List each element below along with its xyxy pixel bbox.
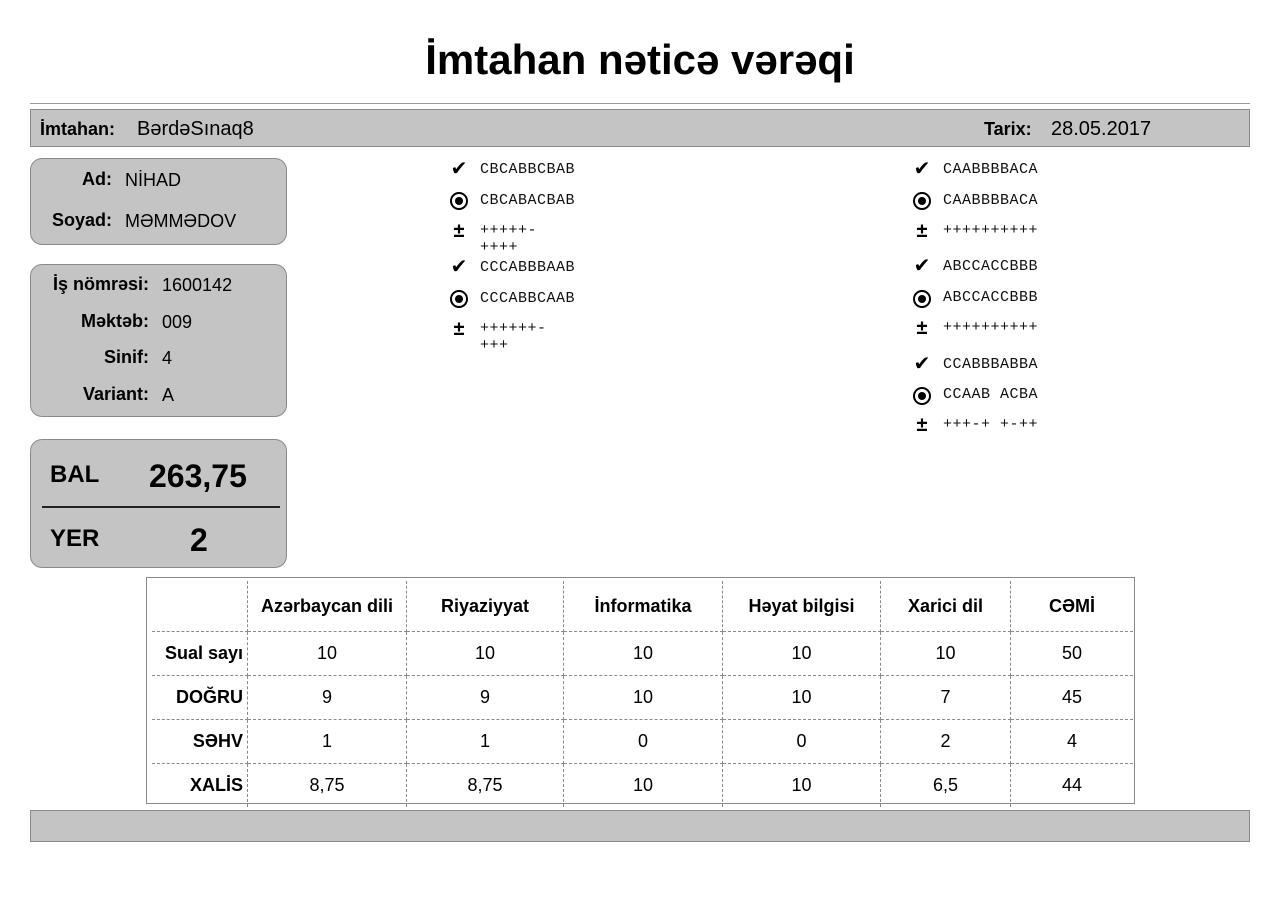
plus-minus-icon: ± [916, 220, 928, 242]
table-cell: 10 [564, 764, 723, 808]
table-cell: 10 [723, 632, 881, 676]
row-label: Sual sayı [152, 632, 248, 676]
answer-key: CCABBBABBA [943, 356, 1039, 373]
answer-marks: +++++-++++ [480, 222, 538, 256]
student-answers: CCCABBCAAB [480, 290, 576, 307]
radio-icon [450, 192, 468, 210]
work-number-value: 1600142 [162, 275, 233, 295]
table-cell: 10 [407, 632, 564, 676]
plus-minus-icon: ± [916, 414, 928, 436]
table-header-cell: Azərbaycan dili [248, 581, 407, 632]
table-cell: 9 [248, 676, 407, 720]
bal-label: BAL [50, 461, 100, 488]
table-cell: 45 [1011, 676, 1134, 720]
table-cell: 8,75 [407, 764, 564, 808]
table-cell: 10 [564, 632, 723, 676]
table-header-cell [152, 581, 248, 632]
student-answers: CBCABACBAB [480, 192, 576, 209]
table-cell: 1 [407, 720, 564, 764]
title-divider [30, 103, 1250, 104]
table-cell: 4 [1011, 720, 1134, 764]
check-icon: ✔ [913, 158, 931, 180]
school-value: 009 [162, 312, 193, 332]
exam-label: İmtahan: [40, 119, 116, 139]
answer-key: ABCCACCBBB [943, 258, 1039, 275]
radio-icon [913, 290, 931, 308]
table-cell: 6,5 [881, 764, 1011, 808]
table-cell: 9 [407, 676, 564, 720]
variant-label: Variant: [82, 384, 149, 404]
answer-key: CCCABBBAAB [480, 259, 576, 276]
school-label: Məktəb: [80, 311, 149, 331]
answer-marks: ++++++++++ [943, 319, 1039, 336]
plus-minus-icon: ± [453, 318, 465, 340]
table-header-cell: CƏMİ [1011, 581, 1134, 632]
table-header-cell: İnformatika [564, 581, 723, 632]
name-label: Ad: [82, 169, 112, 189]
answer-key: CAABBBBACA [943, 161, 1039, 178]
page-title: İmtahan nəticə vərəqi [425, 36, 855, 83]
answer-marks: ++++++-+++ [480, 320, 547, 354]
student-info-panel [30, 264, 287, 417]
plus-minus-icon: ± [453, 220, 465, 242]
table-cell: 10 [248, 632, 407, 676]
table-cell: 44 [1061, 775, 1083, 795]
answer-key: CBCABBCBAB [480, 161, 576, 178]
class-value: 4 [162, 348, 173, 368]
results-table [152, 581, 1133, 807]
table-header-row [152, 581, 1133, 632]
student-answers: CCAAB ACBA [943, 386, 1039, 403]
check-icon: ✔ [450, 256, 468, 278]
surname-label: Soyad: [51, 210, 112, 230]
table-row [152, 720, 1133, 764]
table-cell: 2 [881, 720, 1011, 764]
table-header-cell: Həyat bilgisi [723, 581, 881, 632]
yer-label: YER [50, 525, 100, 552]
student-answers: ABCCACCBBB [943, 289, 1039, 306]
exam-value: BərdəSınaq8 [137, 118, 254, 140]
score-panel [30, 439, 287, 568]
bal-value: 263,75 [149, 458, 247, 494]
exam-header-bar [30, 109, 1250, 147]
work-number-label: İş nömrəsi: [52, 274, 149, 294]
table-cell: 8,75 [248, 764, 407, 808]
check-icon: ✔ [913, 255, 931, 277]
table-row [152, 632, 1133, 676]
table-row [152, 764, 1133, 808]
student-name-panel [30, 158, 287, 245]
table-header-cell: Riyaziyyat [407, 581, 564, 632]
table-cell: 0 [564, 720, 723, 764]
table-cell: 1 [248, 720, 407, 764]
table-cell: 10 [881, 632, 1011, 676]
results-table-frame [146, 577, 1135, 804]
score-divider [42, 506, 280, 508]
table-cell: 10 [564, 676, 723, 720]
plus-minus-icon: ± [916, 317, 928, 339]
date-value: 28.05.2017 [1051, 118, 1152, 140]
footer-bar [30, 810, 1250, 842]
row-label: XALİS [152, 764, 248, 808]
surname-value: MƏMMƏDOV [125, 211, 237, 231]
check-icon: ✔ [913, 353, 931, 375]
date-label: Tarix: [984, 119, 1032, 139]
student-answers: CAABBBBACA [943, 192, 1039, 209]
table-cell: 10 [723, 676, 881, 720]
table-header-cell: Xarici dil [881, 581, 1011, 632]
name-value: NİHAD [125, 170, 182, 190]
answer-marks: +++-+ +-++ [943, 416, 1039, 433]
row-label: SƏHV [152, 720, 248, 764]
check-icon: ✔ [450, 158, 468, 180]
table-cell: 10 [723, 764, 881, 808]
table-cell: 7 [881, 676, 1011, 720]
radio-icon [450, 290, 468, 308]
row-label: DOĞRU [152, 676, 248, 720]
yer-value: 2 [190, 522, 208, 558]
radio-icon [913, 192, 931, 210]
variant-value: A [162, 385, 175, 405]
table-row [152, 676, 1133, 720]
radio-icon [913, 387, 931, 405]
answer-marks: ++++++++++ [943, 222, 1039, 239]
table-cell: 0 [723, 720, 881, 764]
class-label: Sinif: [104, 347, 149, 367]
table-cell: 50 [1011, 632, 1134, 676]
